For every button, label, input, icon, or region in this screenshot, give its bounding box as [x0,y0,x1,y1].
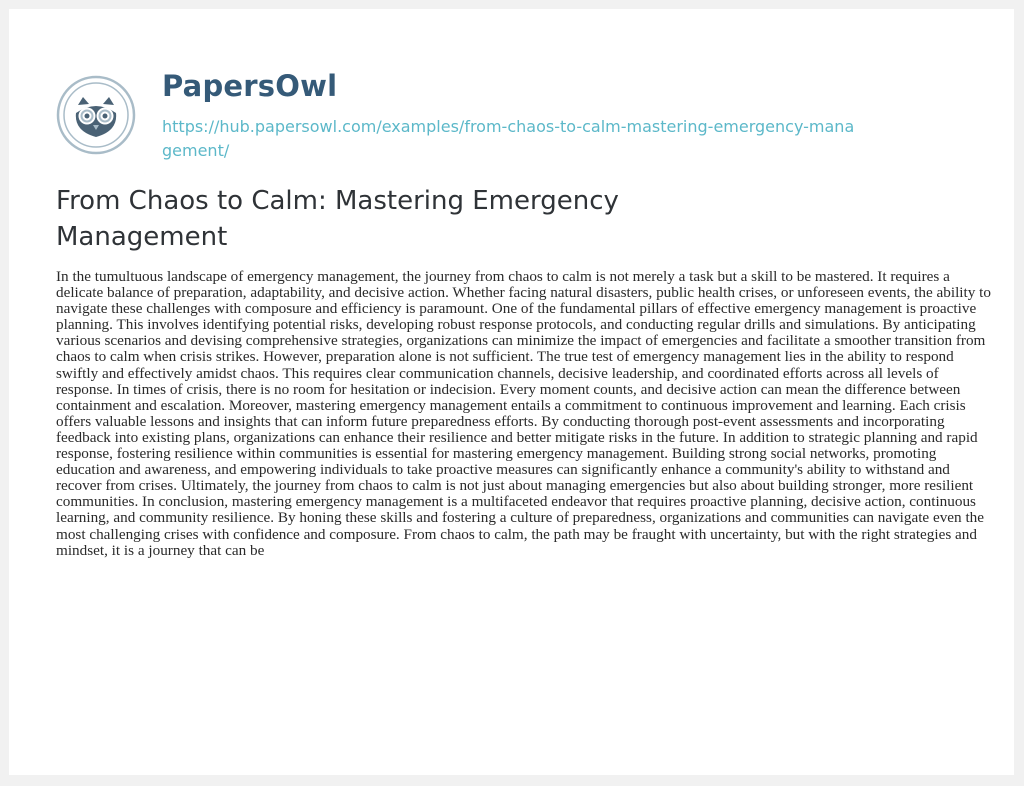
document-title: From Chaos to Calm: Mastering Emergency Management [56,186,619,252]
document-body: In the tumultuous landscape of emergency management, the journey from chaos to calm is not merely a task but a skill to be mastered. It requires a delicate balance of preparation, adaptability, and decisive action. Whether facing natural disasters, public health crises, or unforeseen events, the ability to navigate these challenges with composure and efficiency is paramount. One of the fundamental pillars of effective emergency management is proactive planning. This involves identifying potential risks, developing robust response protocols, and conducting regular drills and simulations. By anticipating various scenarios and devising comprehensive strategies, organizations can minimize the impact of emergencies and facilitate a smoother transition from chaos to calm when crisis strikes. However, preparation alone is not sufficient. The true test of emergency management lies in the ability to respond swiftly and effectively amidst chaos. This requires clear communication channels, decisive leadership, and coordinated efforts across all levels of response. In times of crisis, there is no room for hesitation or indecision. Every moment counts, and decisive action can mean the difference between containment and escalation. Moreover, mastering emergency management entails a commitment to continuous improvement and learning. Each crisis offers valuable lessons and insights that can inform future preparedness efforts. By conducting thorough post-event assessments and incorporating feedback into existing plans, organizations can enhance their resilience and better mitigate risks in the future. In addition to strategic planning and rapid response, fostering resilience within communities is essential for mastering emergency management. Building strong social networks, promoting education and awareness, and empowering individuals to take proactive measures can significantly enhance a community's ability to withstand and recover from crises. Ultimately, the journey from chaos to calm is not just about managing emergencies but also about building stronger, more resilient communities. In conclusion, mastering emergency management is a multifaceted endeavor that requires proactive planning, decisive action, continuous learning, and community resilience. By honing these skills and fostering a culture of preparedness, organizations and communities can navigate even the most challenging crises with confidence and composure. From chaos to calm, the path may be fraught with uncertainty, but with the right strategies and mindset, it is a journey that can be [56,268,991,559]
owl-icon [56,75,136,155]
source-url-link[interactable]: https://hub.papersowl.com/examples/from-chaos-to-calm-mastering-emergency-management/ [162,117,855,160]
document-card [9,9,1014,775]
brand-name: PapersOwl [162,69,338,103]
